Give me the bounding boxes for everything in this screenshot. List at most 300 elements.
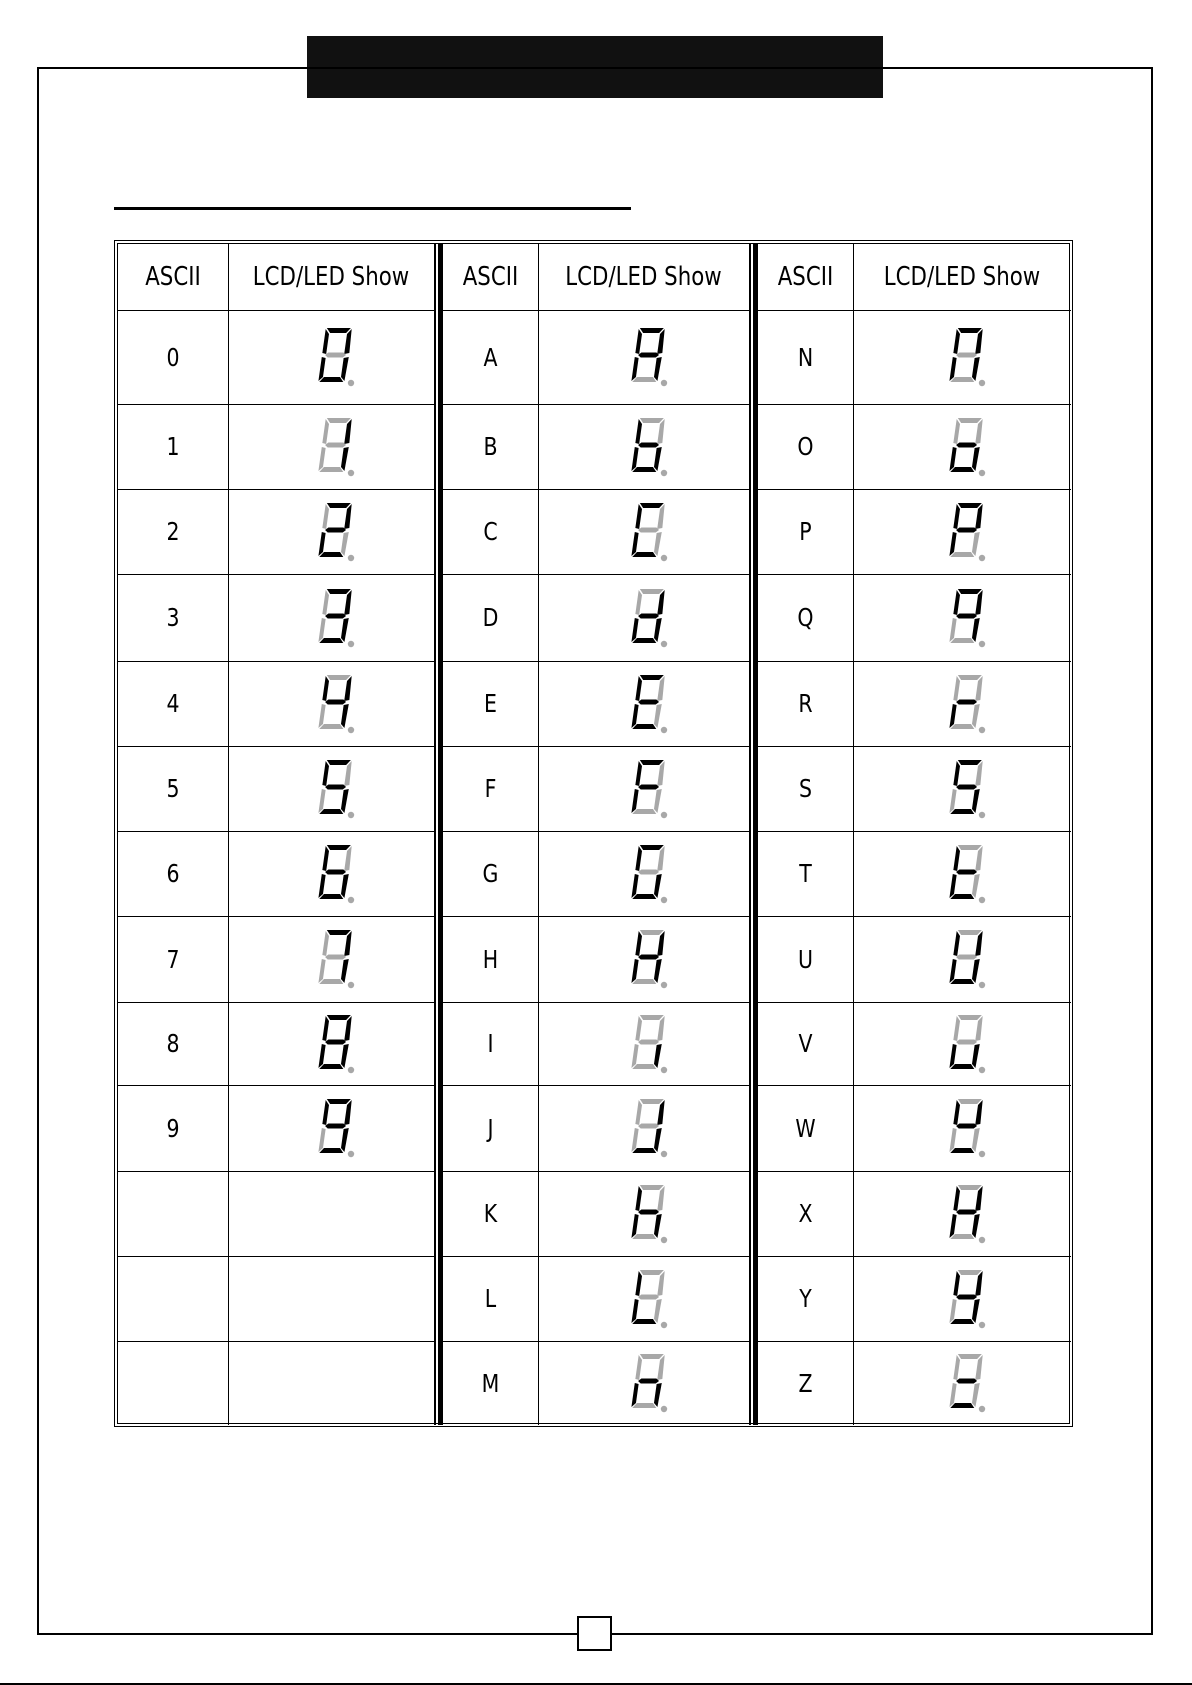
ascii-char — [128, 1171, 218, 1256]
decimal-point — [660, 811, 666, 817]
segment-g-on — [956, 442, 977, 447]
segment-d-on — [950, 979, 974, 984]
segment-g-on — [956, 699, 977, 704]
segment-g-on — [325, 699, 346, 704]
decimal-point — [348, 982, 354, 988]
segment-a-on — [958, 760, 982, 765]
decimal-point — [979, 380, 985, 386]
decimal-point — [660, 1236, 666, 1242]
segment-c-on — [653, 874, 661, 898]
decimal-point — [979, 982, 985, 988]
segment-f-on — [953, 329, 960, 354]
seven-segment-digit — [618, 1350, 674, 1416]
segment-g-on — [638, 955, 659, 960]
section-rule — [114, 207, 631, 210]
seven-segment-digit — [936, 414, 992, 480]
segment-a-on — [327, 760, 351, 765]
segment-a-off — [639, 1185, 663, 1190]
segment-c-on — [972, 1044, 980, 1068]
segment-a-off — [639, 930, 663, 935]
segment-c-on — [653, 618, 661, 642]
segment-c-off — [972, 532, 980, 556]
seven-segment-digit — [305, 756, 361, 822]
decimal-point — [348, 1066, 354, 1072]
decimal-point — [979, 469, 985, 475]
ascii-char: 1 — [166, 432, 180, 461]
ascii-char: Z — [798, 1368, 813, 1398]
segment-d-off — [950, 377, 974, 382]
header-ascii: ASCII — [145, 262, 201, 292]
segment-g-on — [638, 784, 659, 789]
segment-a-off — [639, 1354, 663, 1359]
header-lcd-led-show: LCD/LED Show — [565, 262, 722, 292]
segment-d-on — [319, 1064, 343, 1069]
decimal-point — [660, 640, 666, 646]
segment-g-on — [638, 353, 659, 358]
ascii-char: F — [484, 774, 497, 803]
segment-f-on — [635, 504, 642, 529]
segment-c-off — [653, 789, 661, 813]
decimal-point — [979, 811, 985, 817]
segment-d-on — [950, 1319, 974, 1324]
segment-d-on — [632, 724, 656, 729]
segment-d-on — [950, 467, 974, 472]
segment-c-on — [341, 618, 349, 642]
segment-g-off — [956, 353, 977, 358]
segment-c-off — [972, 874, 980, 898]
segment-c-on — [341, 789, 349, 813]
decimal-point — [660, 896, 666, 902]
segment-f-off — [635, 1100, 642, 1125]
decimal-point — [979, 640, 985, 646]
segment-d-off — [950, 552, 974, 557]
group-separator — [749, 244, 751, 1425]
segment-d-on — [632, 552, 656, 557]
segment-f-on — [322, 329, 329, 354]
decimal-point — [660, 1151, 666, 1157]
segment-g-on — [956, 1294, 977, 1299]
decimal-point — [348, 1151, 354, 1157]
ascii-char: Y — [799, 1284, 812, 1313]
segment-g-on — [956, 869, 977, 874]
segment-a-on — [327, 328, 351, 333]
seven-segment-digit — [936, 324, 992, 390]
decimal-point — [979, 1066, 985, 1072]
segment-c-on — [972, 959, 980, 983]
decimal-point — [660, 469, 666, 475]
ascii-char: B — [483, 432, 498, 461]
segment-c-on — [341, 447, 349, 471]
seven-segment-digit — [305, 324, 361, 390]
segment-a-on — [958, 328, 982, 333]
segment-f-off — [635, 590, 642, 615]
segment-c-on — [653, 1383, 661, 1407]
segment-f-on — [635, 761, 642, 786]
segment-a-on — [327, 845, 351, 850]
segment-f-off — [953, 1016, 960, 1041]
seven-segment-digit — [618, 671, 674, 737]
segment-a-off — [327, 675, 351, 680]
segment-c-on — [341, 704, 349, 728]
segment-g-on — [325, 613, 346, 618]
segment-g-on — [956, 613, 977, 618]
decimal-point — [660, 1321, 666, 1327]
ascii-char: O — [797, 432, 814, 461]
seven-segment-digit — [936, 671, 992, 737]
ascii-char: Q — [797, 603, 814, 632]
decimal-point — [979, 554, 985, 560]
segment-c-off — [972, 1128, 980, 1152]
segment-f-on — [953, 1100, 960, 1125]
segment-f-on — [635, 1271, 642, 1296]
segment-f-on — [953, 846, 960, 871]
segment-d-on — [632, 638, 656, 643]
segment-f-on — [953, 931, 960, 956]
header-lcd-led-show: LCD/LED Show — [883, 262, 1041, 292]
segment-a-on — [639, 328, 663, 333]
segment-d-off — [632, 1234, 656, 1239]
segment-f-on — [635, 1186, 642, 1211]
segment-a-off — [639, 1099, 663, 1104]
segment-d-off — [950, 638, 974, 643]
segment-d-off — [632, 1064, 656, 1069]
seven-segment-digit — [618, 1181, 674, 1247]
seven-segment-digit — [618, 841, 674, 907]
segment-g-on — [325, 869, 346, 874]
segment-c-on — [972, 447, 980, 471]
ascii-char: 2 — [166, 517, 180, 546]
segment-c-on — [341, 1044, 349, 1068]
segment-d-on — [950, 1148, 974, 1153]
ascii-char: 4 — [166, 689, 180, 718]
segment-g-on — [325, 527, 346, 532]
segment-g-off — [638, 527, 659, 532]
segment-f-on — [635, 931, 642, 956]
seven-segment-digit — [305, 499, 361, 565]
segment-g-on — [956, 784, 977, 789]
segment-f-off — [953, 676, 960, 701]
segment-g-on — [638, 613, 659, 618]
segment-c-off — [972, 1383, 980, 1407]
decimal-point — [348, 469, 354, 475]
segment-f-off — [322, 590, 329, 615]
segment-d-off — [319, 467, 343, 472]
ascii-char: M — [481, 1368, 500, 1398]
column-divider — [228, 244, 229, 1425]
segment-g-on — [325, 784, 346, 789]
decimal-point — [660, 380, 666, 386]
header-lcd-led-show: LCD/LED Show — [252, 262, 410, 292]
ascii-char: S — [798, 774, 813, 803]
segment-a-off — [639, 1270, 663, 1275]
ascii-char: K — [483, 1199, 498, 1228]
segment-d-on — [319, 638, 343, 643]
seven-segment-digit — [936, 1266, 992, 1332]
decimal-point — [660, 554, 666, 560]
segment-c-on — [653, 357, 661, 381]
ascii-char: 7 — [166, 944, 180, 974]
segment-c-on — [972, 789, 980, 813]
seven-segment-digit — [618, 926, 674, 992]
seven-segment-digit — [936, 585, 992, 651]
segment-a-off — [639, 589, 663, 594]
decimal-point — [660, 1406, 666, 1412]
seven-segment-digit — [305, 926, 361, 992]
segment-g-off — [325, 353, 346, 358]
segment-f-off — [635, 1016, 642, 1041]
ascii-char: U — [797, 944, 814, 974]
seven-segment-digit — [936, 1350, 992, 1416]
decimal-point — [979, 896, 985, 902]
segment-f-on — [635, 329, 642, 354]
segment-g-off — [325, 955, 346, 960]
segment-g-on — [956, 1124, 977, 1129]
segment-g-off — [638, 1039, 659, 1044]
seven-segment-digit — [618, 414, 674, 480]
segment-c-off — [653, 532, 661, 556]
ascii-char: L — [484, 1284, 497, 1313]
ascii-char: 8 — [166, 1029, 180, 1058]
seven-segment-digit — [936, 1181, 992, 1247]
segment-a-off — [639, 418, 663, 423]
segment-a-off — [958, 930, 982, 935]
segment-a-on — [327, 1099, 351, 1104]
segment-g-on — [638, 699, 659, 704]
segment-d-on — [319, 1148, 343, 1153]
segment-a-on — [639, 845, 663, 850]
segment-a-on — [639, 675, 663, 680]
segment-a-off — [639, 1015, 663, 1020]
ascii-char: G — [482, 859, 499, 888]
segment-a-off — [958, 675, 982, 680]
segment-f-off — [322, 931, 329, 956]
ascii-char: A — [483, 342, 498, 372]
segment-f-on — [322, 676, 329, 701]
segment-g-on — [956, 1379, 977, 1384]
segment-a-off — [958, 1270, 982, 1275]
segment-a-off — [958, 1099, 982, 1104]
ascii-char: 5 — [166, 774, 180, 803]
segment-c-off — [972, 704, 980, 728]
ascii-char: X — [798, 1199, 813, 1228]
decimal-point — [979, 1321, 985, 1327]
segment-f-on — [953, 590, 960, 615]
segment-d-on — [319, 894, 343, 899]
decimal-point — [660, 726, 666, 732]
segment-a-off — [958, 845, 982, 850]
segment-f-off — [953, 1355, 960, 1380]
ascii-char: I — [487, 1029, 494, 1058]
segment-g-off — [638, 1124, 659, 1129]
segment-d-off — [319, 724, 343, 729]
ascii-char: T — [799, 859, 812, 888]
segment-d-on — [950, 1064, 974, 1069]
segment-g-on — [638, 1379, 659, 1384]
segment-d-on — [632, 467, 656, 472]
segment-g-on — [638, 1209, 659, 1214]
ascii-char — [128, 1256, 218, 1341]
segment-f-on — [635, 419, 642, 444]
decimal-point — [348, 640, 354, 646]
segment-c-off — [653, 1299, 661, 1323]
ascii-char: W — [795, 1113, 816, 1143]
segment-d-on — [950, 1403, 974, 1408]
decimal-point — [660, 1066, 666, 1072]
ascii-char: 9 — [166, 1113, 180, 1143]
ascii-lcd-table — [117, 243, 1070, 1424]
segment-d-on — [632, 1319, 656, 1324]
seven-segment-digit — [305, 414, 361, 480]
decimal-point — [660, 982, 666, 988]
ascii-char: E — [484, 689, 497, 718]
page-number-box — [577, 1616, 612, 1651]
seven-segment-digit — [305, 585, 361, 651]
segment-f-on — [322, 846, 329, 871]
segment-c-off — [653, 704, 661, 728]
segment-d-off — [632, 377, 656, 382]
segment-a-on — [327, 930, 351, 935]
segment-c-on — [653, 1128, 661, 1152]
ascii-char: 6 — [166, 859, 180, 888]
ascii-char: C — [483, 517, 498, 546]
decimal-point — [979, 1151, 985, 1157]
ascii-char: D — [482, 603, 499, 632]
segment-d-off — [632, 809, 656, 814]
segment-f-off — [322, 419, 329, 444]
segment-c-on — [972, 1299, 980, 1323]
segment-f-on — [953, 761, 960, 786]
segment-d-off — [950, 1234, 974, 1239]
seven-segment-digit — [305, 1011, 361, 1077]
header-ascii: ASCII — [462, 262, 519, 292]
segment-g-off — [638, 869, 659, 874]
segment-a-on — [639, 760, 663, 765]
segment-d-off — [632, 979, 656, 984]
segment-f-on — [635, 676, 642, 701]
seven-segment-digit — [618, 1011, 674, 1077]
segment-d-on — [319, 552, 343, 557]
segment-c-on — [972, 1214, 980, 1238]
decimal-point — [979, 1236, 985, 1242]
segment-d-on — [950, 894, 974, 899]
ascii-char: J — [487, 1113, 494, 1143]
group-separator — [434, 244, 436, 1425]
ascii-char — [128, 1341, 218, 1425]
segment-a-off — [958, 1185, 982, 1190]
ascii-char: V — [798, 1029, 813, 1058]
segment-f-on — [635, 846, 642, 871]
header-ascii: ASCII — [777, 262, 834, 292]
decimal-point — [348, 811, 354, 817]
seven-segment-digit — [936, 841, 992, 907]
segment-f-on — [322, 1100, 329, 1125]
decimal-point — [979, 1406, 985, 1412]
seven-segment-digit — [936, 926, 992, 992]
seven-segment-digit — [618, 585, 674, 651]
segment-f-on — [953, 1186, 960, 1211]
segment-a-on — [327, 589, 351, 594]
segment-g-off — [956, 955, 977, 960]
segment-f-off — [322, 504, 329, 529]
ascii-char: R — [798, 689, 813, 718]
group-separator — [753, 244, 758, 1425]
seven-segment-digit — [936, 756, 992, 822]
ascii-char: N — [797, 342, 814, 372]
segment-c-on — [653, 959, 661, 983]
segment-d-on — [632, 1148, 656, 1153]
segment-c-on — [653, 1214, 661, 1238]
segment-d-on — [950, 809, 974, 814]
ascii-char: 0 — [166, 342, 180, 372]
segment-a-on — [958, 503, 982, 508]
seven-segment-digit — [936, 1011, 992, 1077]
segment-c-on — [972, 618, 980, 642]
decimal-point — [979, 726, 985, 732]
segment-a-off — [327, 418, 351, 423]
segment-d-off — [950, 724, 974, 729]
decimal-point — [348, 896, 354, 902]
seven-segment-digit — [936, 1095, 992, 1161]
segment-f-on — [953, 504, 960, 529]
segment-d-on — [319, 377, 343, 382]
segment-a-off — [958, 1015, 982, 1020]
ascii-char: H — [482, 944, 499, 974]
seven-segment-digit — [618, 324, 674, 390]
segment-f-on — [322, 761, 329, 786]
decimal-point — [348, 554, 354, 560]
segment-c-on — [341, 357, 349, 381]
segment-a-on — [958, 589, 982, 594]
segment-f-on — [953, 1271, 960, 1296]
segment-c-off — [341, 532, 349, 556]
segment-g-on — [325, 1124, 346, 1129]
segment-a-on — [327, 503, 351, 508]
ascii-char: P — [799, 517, 812, 546]
segment-g-on — [956, 1209, 977, 1214]
segment-d-off — [319, 979, 343, 984]
segment-d-off — [632, 1403, 656, 1408]
seven-segment-digit — [305, 671, 361, 737]
segment-f-off — [953, 419, 960, 444]
ascii-char: 3 — [166, 603, 180, 632]
group-separator — [438, 244, 443, 1425]
seven-segment-digit — [305, 841, 361, 907]
decimal-point — [348, 380, 354, 386]
segment-c-on — [972, 357, 980, 381]
seven-segment-digit — [305, 1095, 361, 1161]
segment-g-off — [638, 1294, 659, 1299]
seven-segment-digit — [618, 1266, 674, 1332]
segment-d-on — [319, 809, 343, 814]
segment-a-off — [958, 1354, 982, 1359]
segment-g-on — [638, 442, 659, 447]
column-divider — [853, 244, 854, 1425]
seven-segment-digit — [618, 499, 674, 565]
seven-segment-digit — [936, 499, 992, 565]
column-divider — [538, 244, 539, 1425]
segment-c-on — [341, 874, 349, 898]
seven-segment-digit — [618, 1095, 674, 1161]
segment-g-on — [956, 527, 977, 532]
segment-f-off — [635, 1355, 642, 1380]
segment-c-on — [653, 1044, 661, 1068]
segment-c-on — [341, 1128, 349, 1152]
segment-a-on — [639, 503, 663, 508]
decimal-point — [348, 726, 354, 732]
segment-a-off — [958, 418, 982, 423]
segment-d-on — [632, 894, 656, 899]
segment-a-on — [327, 1015, 351, 1020]
